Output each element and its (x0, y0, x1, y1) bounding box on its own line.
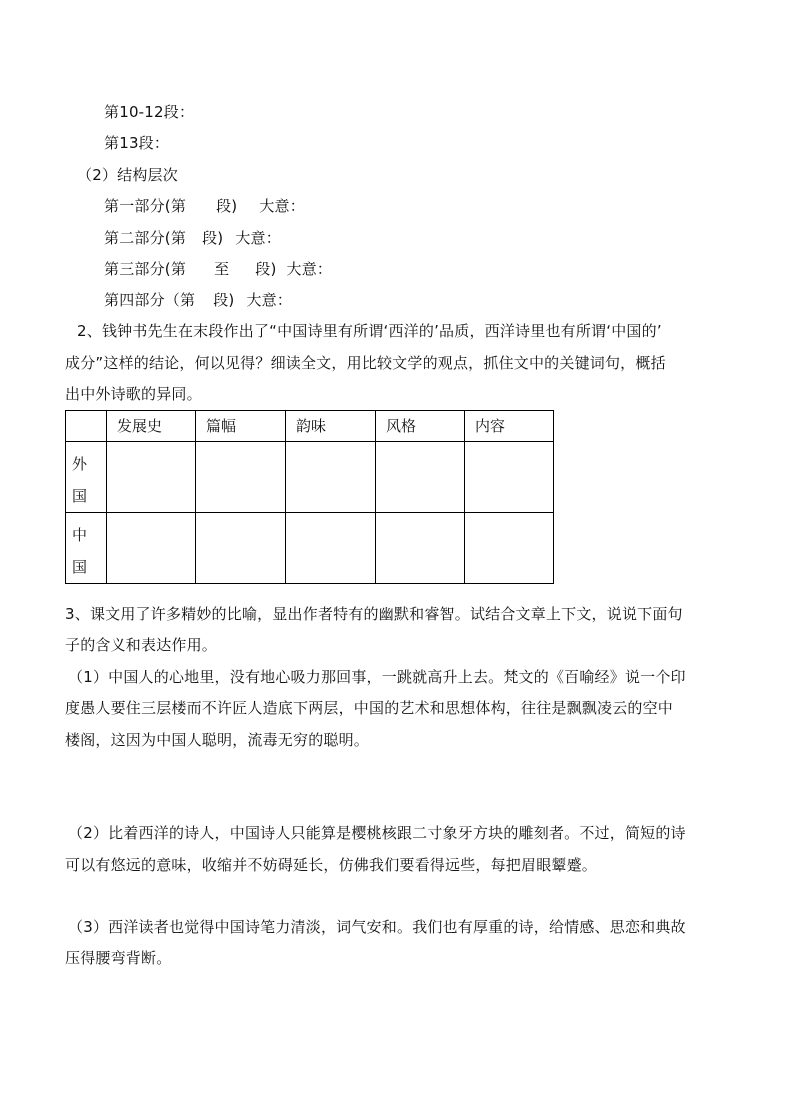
comparison-table (65, 410, 554, 584)
table-cell[interactable] (465, 513, 554, 584)
table-cell[interactable] (107, 442, 196, 513)
part-three-line (104, 259, 332, 279)
table-header-corner (66, 411, 107, 442)
part-three-to: 至 (214, 260, 230, 278)
table-header-cell: 韵味 (286, 411, 376, 442)
row-label-top: 外 (72, 455, 88, 473)
table-cell[interactable] (196, 442, 286, 513)
q3-sentence-1-line-3: 楼阁，这因为中国人聪明，流毒无穷的聪明。 (65, 731, 370, 749)
part-one-summary-label: 大意： (259, 197, 305, 215)
row-label-bottom: 国 (72, 487, 88, 505)
part-three-summary-label: 大意： (286, 260, 333, 278)
q3-line-2: 子的含义和表达作用。 (65, 636, 218, 654)
q3-sentence-2-line-1: （2）比着西洋的诗人，中国诗人只能算是樱桃核跟二寸象牙方块的雕刻者。不过，简短的诗 (68, 824, 686, 842)
row-label-top: 中 (72, 526, 88, 544)
part-three-label: 第三部分(第 (104, 260, 187, 278)
part-two-summary-label: 大意： (235, 229, 281, 247)
table-header-row (66, 411, 554, 442)
q3-sentence-2-line-2: 可以有悠远的意味，收缩并不妨碍延长，仿佛我们要看得远些，每把眉眼颦蹙。 (65, 856, 598, 874)
q2-line-3: 出中外诗歌的异同。 (65, 385, 202, 403)
table-row (66, 513, 554, 584)
table-cell[interactable] (286, 513, 376, 584)
part-two-paren-close: 段) (202, 229, 224, 247)
q2-line-1: 2、钱钟书先生在末段作出了“中国诗里有所谓‘西洋的’品质，西洋诗里也有所谓‘中国的’ (77, 322, 662, 340)
table-cell[interactable] (286, 442, 376, 513)
table-cell[interactable] (196, 513, 286, 584)
table-row-label (66, 442, 107, 513)
part-two-line (104, 228, 281, 248)
part-two-label: 第二部分(第 (104, 229, 187, 247)
table-cell[interactable] (107, 513, 196, 584)
q3-sentence-1-line-1: （1）中国人的心地里，没有地心吸力那回事，一跳就高升上去。梵文的《百喻经》说一个印 (68, 668, 686, 686)
structure-heading: （2）结构层次 (77, 166, 178, 184)
table-header-cell: 篇幅 (196, 411, 286, 442)
table-row-label (66, 513, 107, 584)
q3-line-1: 3、课文用了许多精妙的比喻，显出作者特有的幽默和睿智。试结合文章上下文，说说下面句 (65, 605, 683, 623)
q3-sentence-1-line-2: 度愚人要住三层楼而不许匠人造底下两层，中国的艺术和思想体构，往往是飘飘凌云的空中 (65, 699, 674, 717)
q3-sentence-3-line-1: （3）西洋读者也觉得中国诗笔力清淡，词气安和。我们也有厚重的诗，给情感、思恋和典故 (68, 918, 686, 936)
part-one-paren-close: 段) (216, 197, 238, 215)
q2-line-2: 成分”这样的结论，何以见得？细读全文，用比较文学的观点，抓住文中的关键词句，概括 (65, 354, 666, 372)
para-10-12-prompt: 第10-12段： (104, 103, 195, 121)
part-one-line (104, 196, 305, 216)
table-header-cell: 风格 (376, 411, 465, 442)
part-four-line (104, 290, 292, 310)
row-label-bottom: 国 (72, 558, 88, 576)
table-cell[interactable] (376, 442, 465, 513)
table-row (66, 442, 554, 513)
q3-sentence-3-line-2: 压得腰弯背断。 (65, 949, 172, 967)
part-four-label: 第四部分（第 (104, 291, 196, 309)
table-cell[interactable] (465, 442, 554, 513)
para-13-prompt: 第13段： (104, 134, 170, 152)
part-one-label: 第一部分(第 (104, 197, 187, 215)
table-cell[interactable] (376, 513, 465, 584)
part-three-paren-close: 段) (255, 260, 277, 278)
part-four-paren-close: 段) (213, 291, 235, 309)
table-header-cell: 内容 (465, 411, 554, 442)
part-four-summary-label: 大意： (246, 291, 293, 309)
table-header-cell: 发展史 (107, 411, 196, 442)
